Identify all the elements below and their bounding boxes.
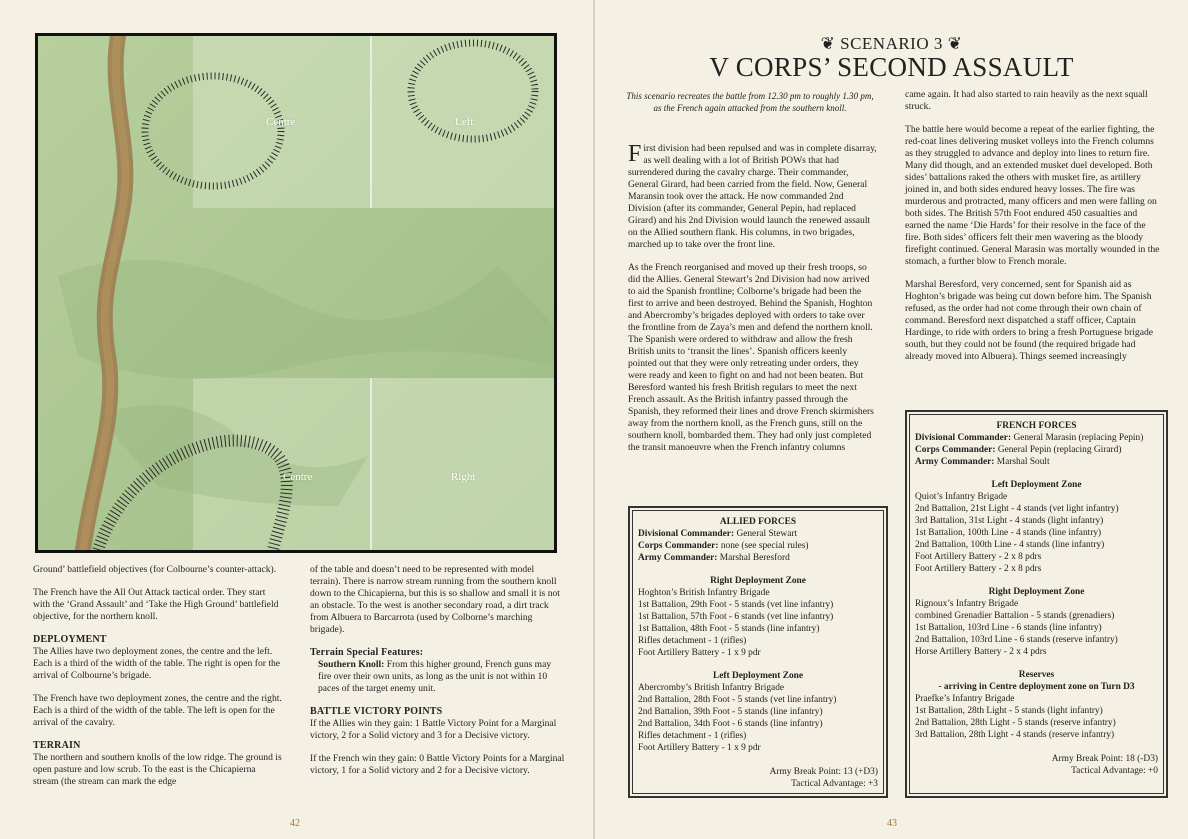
ornament-icon: ❦: [947, 34, 963, 53]
unit-line: 2nd Battalion, 21st Light - 4 stands (vet light infantry): [915, 504, 1119, 514]
reserves-heading: Reserves: [1018, 670, 1055, 680]
terrain-special-feature: [310, 659, 565, 695]
tactical-advantage: Tactical Advantage: +3: [791, 779, 878, 789]
zone-label-right: Right: [451, 471, 476, 483]
heading-bvp: BATTLE VICTORY POINTS: [310, 706, 443, 717]
unit-line: 1st Battalion, 57th Foot - 6 stands (vet line infantry): [638, 612, 834, 622]
paragraph: Ground’ battlefield objectives (for Colbourne’s counter-attack).: [33, 564, 277, 575]
paragraph: If the French win they gain: 0 Battle Victory Points for a Marginal victory, 1 for a Solid victory and 2 for a Decisive victory.: [310, 753, 565, 776]
left-deployment-heading: Left Deployment Zone: [712, 671, 804, 681]
zone-label-centre-top: Centre: [266, 116, 296, 128]
unit-line: Quiot’s Infantry Brigade: [915, 492, 1008, 502]
unit-line: 1st Battalion, 28th Light - 5 stands (light infantry): [915, 706, 1103, 716]
paragraph: As the French reorganised and moved up their fresh troops, so did the Allies. General Stewart’s 2nd Division had now arrived to aid the Spanish frontline; Colborne’s brigade had been the first to arrive and been destroyed. Behind the Spanish, Hoghton and Abercromby’s brigades deployed with orders to take over the frontline from de Zaya’s men and defend the northern knoll. The Spanish were ordered to withdraw and allow the fresh British units to ‘transit the lines’. Spanish officers keenly pointed out that they were only retreating under orders, they were ready and keen to fight on and had not been beaten. But Beresford wanted his fresh British regulars to meet the next French assault. As the British infantry passed through the Spanish, they reformed their lines and drove French skirmishers away from the northern knoll, as the French guns, still on the southern knoll, bombarded them. They had only just completed the transit manoeuvre when the French infantry columns: [628, 262, 874, 453]
french-forces-box: [905, 410, 1168, 798]
heading-terrain: TERRAIN: [33, 740, 81, 751]
divisional-commander: Divisional Commander: General Marasin (replacing Pepin): [915, 433, 1144, 443]
scenario-title: V CORPS’ SECOND ASSAULT: [709, 52, 1074, 82]
reserves-note: - arriving in Centre deployment zone on Turn D3: [938, 682, 1135, 692]
unit-line: 2nd Battalion, 28th Light - 5 stands (reserve infantry): [915, 718, 1116, 728]
unit-line: 1st Battalion, 103rd Line - 6 stands (line infantry): [915, 623, 1102, 633]
unit-line: 1st Battalion, 100th Line - 4 stands (line infantry): [915, 528, 1102, 538]
right-column-1: [628, 143, 878, 465]
paragraph: The Allies have two deployment zones, the centre and the left. Each is a third of the width of the table. The right is open for the arrival of Colbourne’s brigade.: [33, 646, 281, 681]
page-number: 43: [887, 818, 897, 829]
allied-forces-box: [628, 506, 888, 798]
unit-line: Foot Artillery Battery - 1 x 9 pdr: [638, 743, 761, 753]
corps-commander: Corps Commander: none (see special rules): [638, 541, 809, 551]
paragraph: The French have two deployment zones, the centre and the right. Each is a third of the width of the table. The left is open for the arrival of the cavalry.: [33, 693, 282, 728]
allied-forces-title: ALLIED FORCES: [719, 517, 797, 527]
unit-line: Foot Artillery Battery - 1 x 9 pdr: [638, 648, 761, 658]
paragraph: If the Allies win they gain: 1 Battle Victory Point for a Marginal victory, 2 for a Solid victory and 3 for a Decisive victory.: [310, 718, 557, 741]
unit-line: 2nd Battalion, 100th Line - 4 stands (line infantry): [915, 540, 1105, 550]
army-break-point: Army Break Point: 18 (-D3): [1051, 754, 1158, 764]
unit-line: Rifles detachment - 1 (rifles): [638, 636, 747, 646]
special-text: From this higher ground, French guns may fire over their own units, as long as the unit is not within 10 paces of the target enemy unit.: [318, 659, 552, 694]
right-deployment-heading: Right Deployment Zone: [710, 576, 806, 586]
zone-label-centre-bottom: Centre: [283, 471, 313, 483]
ornament-icon: ❦: [820, 34, 836, 53]
french-forces-title: FRENCH FORCES: [996, 421, 1077, 431]
unit-line: 3rd Battalion, 28th Light - 4 stands (reserve infantry): [915, 730, 1115, 740]
divisional-commander: Divisional Commander: General Stewart: [638, 529, 798, 539]
right-column-2: [905, 89, 1160, 374]
right-page: [595, 0, 1188, 839]
left-column-2: [310, 564, 565, 788]
page-number: 42: [290, 818, 300, 829]
unit-line: Abercromby’s British Infantry Brigade: [638, 683, 785, 693]
left-deployment-heading: Left Deployment Zone: [991, 480, 1082, 490]
paragraph: The French have the All Out Attack tactical order. They start with the ‘Grand Assault’ and ‘Take the High Ground’ battlefield objective, for the northern knoll.: [33, 587, 279, 622]
unit-line: Foot Artillery Battery - 2 x 8 pdrs: [915, 564, 1042, 574]
unit-line: Horse Artillery Battery - 2 x 4 pdrs: [915, 647, 1047, 657]
unit-line: 2nd Battalion, 39th Foot - 5 stands (line infantry): [638, 707, 823, 717]
unit-line: Rifles detachment - 1 (rifles): [638, 731, 747, 741]
heading-deployment: DEPLOYMENT: [33, 634, 107, 645]
unit-line: 1st Battalion, 29th Foot - 5 stands (vet line infantry): [638, 600, 834, 610]
left-column-1: [33, 564, 283, 799]
paragraph: The battle here would become a repeat of the earlier fighting, the red-coat lines delivering musket volleys into the French columns as they struggled to advance and deploy into lines to return fire. Many did though, and an extended musket duel developed. Both sides’ battalions raked the others with musket fire, as artillery joined in, and both sides endured heavy losses. The fire was murderous and protracted, many officers and men were falling on both sides. The British 57th Foot endured 450 casualties and earned the name ‘Die Hards’ for their resolve in the face of the fire. Both sides’ officers felt their men wavering as the bloody firefight continued. General Marasin was mortally wounded in the stomach, a further blow to French morale.: [905, 124, 1160, 267]
paragraph: Marshal Beresford, very concerned, sent for Spanish aid as Hoghton’s brigade was being cut down before him. The Spanish refused, as the order had not come through their own chain of command. Beresford next dispatched a staff officer, Captain Hardinge, to ride with orders to bring a fresh Portuguese brigade south, but they could not be found (the required brigade had already moved into Albuera). Things seemed increasingly: [905, 279, 1154, 362]
scenario-intro: This scenario recreates the battle from 12.30 pm to roughly 1.30 pm, as the French again attacked from the southern knoll.: [626, 91, 874, 113]
zone-label-left: Left: [455, 116, 474, 128]
special-label: Southern Knoll:: [318, 659, 385, 670]
tactical-advantage: Tactical Advantage: +0: [1071, 766, 1158, 776]
army-commander: Army Commander: Marshal Beresford: [638, 553, 790, 563]
scenario-label: ❦ SCENARIO 3 ❦: [820, 34, 963, 53]
unit-line: 2nd Battalion, 34th Foot - 6 stands (line infantry): [638, 719, 823, 729]
unit-line: 1st Battalion, 48th Foot - 5 stands (line infantry): [638, 624, 820, 634]
unit-line: Foot Artillery Battery - 2 x 8 pdrs: [915, 552, 1042, 562]
unit-line: Rignoux’s Infantry Brigade: [915, 599, 1019, 609]
heading-terrain-special: Terrain Special Features:: [310, 647, 424, 658]
unit-line: Praefke’s Infantry Brigade: [915, 694, 1015, 704]
right-deployment-heading: Right Deployment Zone: [988, 587, 1085, 597]
unit-line: Hoghton’s British Infantry Brigade: [638, 588, 770, 598]
unit-line: combined Grenadier Battalion - 5 stands (grenadiers): [915, 611, 1115, 621]
battlefield-map: [35, 33, 557, 553]
paragraph: The northern and southern knolls of the low ridge. The ground is open pasture and low scrub. To the east is the Chicapierna stream (the stream can mark the edge: [33, 752, 282, 787]
paragraph: of the table and doesn’t need to be represented with model terrain). There is narrow stream running from the southern knoll down to the Chicapierna, but this is so shallow and small it is not an obstacle. To the west is another secondary road, a dirt track from Albuera to Barcarrota (used by Colborne’s marching brigade).: [310, 564, 560, 635]
army-commander: Army Commander: Marshal Soult: [915, 457, 1050, 467]
paragraph: First division had been repulsed and was in complete disarray, as well dealing with a lot of British POWs that had surrendered during the cavalry charge. Their commander, General Girard, had been carried from the field. Now, General Maransin took over the attack. He now commanded 2nd Division (after its commander, General Pepin, had replaced Girard) and his 2nd Division would launch the renewed assault on the Allied southern flank. His columns, in two brigades, marched up to take over the front line.: [628, 141, 877, 250]
paragraph: came again. It had also started to rain heavily as the next squall struck.: [905, 89, 1148, 112]
unit-line: 2nd Battalion, 103rd Line - 6 stands (reserve infantry): [915, 635, 1118, 645]
unit-line: 3rd Battalion, 31st Light - 4 stands (light infantry): [915, 516, 1104, 526]
unit-line: 2nd Battalion, 28th Foot - 5 stands (vet line infantry): [638, 695, 837, 705]
corps-commander: Corps Commander: General Pepin (replacing Girard): [915, 445, 1122, 455]
army-break-point: Army Break Point: 13 (+D3): [769, 767, 878, 777]
drop-cap: F: [628, 141, 642, 167]
